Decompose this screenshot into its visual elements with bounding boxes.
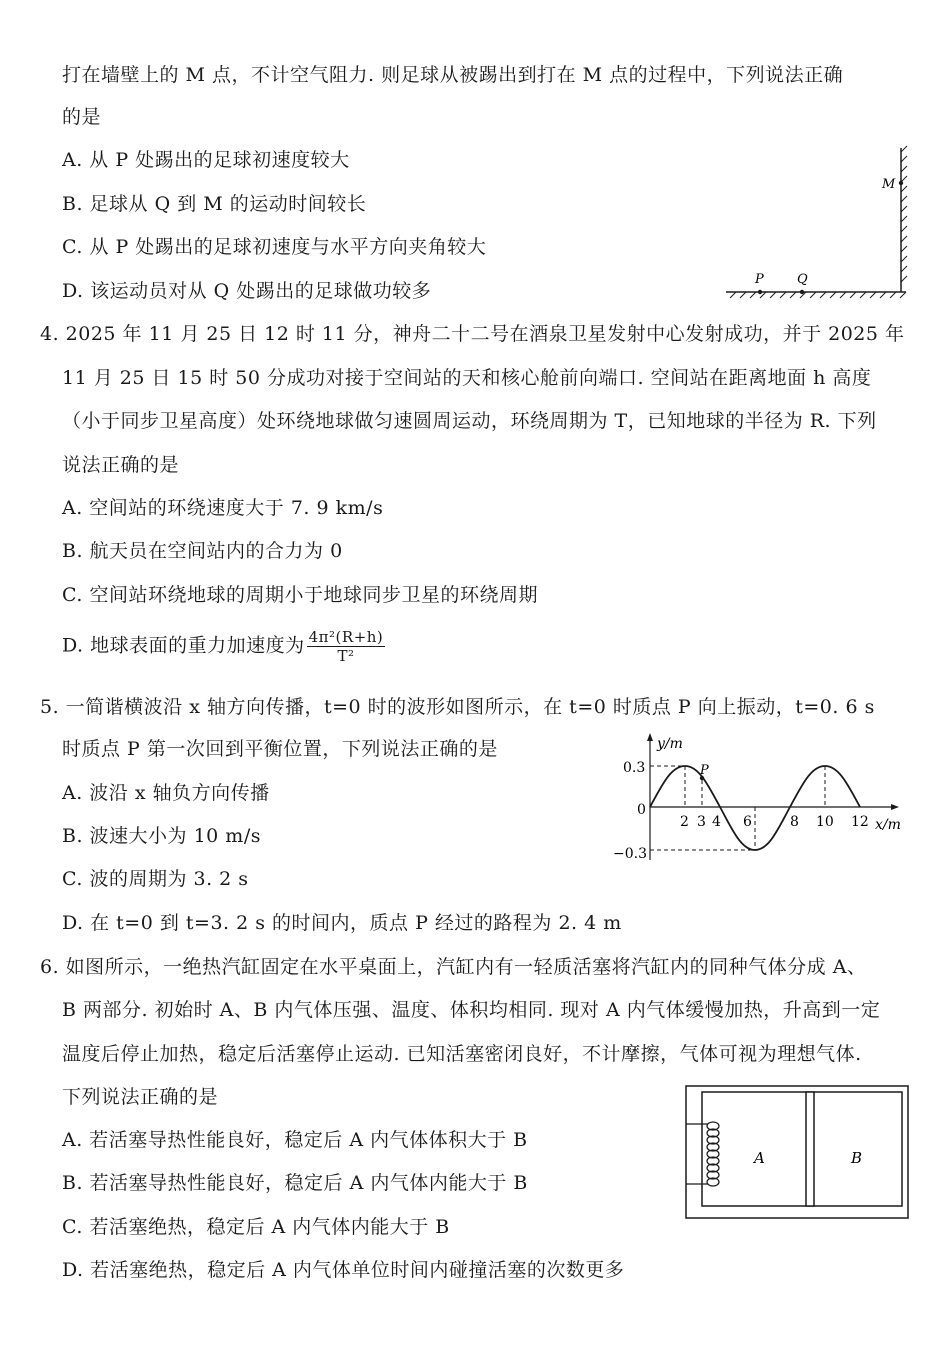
q6-option-d: D. 若活塞绝热，稳定后 A 内气体单位时间内碰撞活塞的次数更多 <box>62 1259 625 1281</box>
point-q-marker <box>800 290 804 294</box>
cylinder-figure <box>680 1080 915 1225</box>
q5-stem-line-1: 5. 一简谐横波沿 x 轴方向传播，t=0 时的波形如图所示，在 t=0 时质点 P 向上振动，t=0. 6 s <box>40 696 875 718</box>
q4-stem-line-2: 11 月 25 日 15 时 50 分成功对接于空间站的天和核心舱前向端口. 空间站在距离地面 h 高度 <box>62 367 872 389</box>
label-p: P <box>755 272 764 287</box>
cylinder-body <box>702 1092 902 1206</box>
q6-stem-line-4: 下列说法正确的是 <box>62 1086 219 1108</box>
q3-stem-line-1: 打在墙壁上的 M 点，不计空气阻力. 则足球从被踢出到打在 M 点的过程中，下列说法正确 <box>62 64 844 86</box>
q3-option-c: C. 从 P 处踢出的足球初速度与水平方向夹角较大 <box>62 236 487 258</box>
point-p-label: P <box>700 763 709 778</box>
q4-stem-line-1: 4. 2025 年 11 月 25 日 12 时 11 分，神舟二十二号在酒泉卫星发射中心发射成功，并于 2025 年 <box>40 323 905 345</box>
q3-stem-line-2: 的是 <box>62 106 102 128</box>
gravity-formula <box>307 628 386 665</box>
q5-option-c: C. 波的周期为 3. 2 s <box>62 868 249 890</box>
q6-stem-line-1: 6. 如图所示，一绝热汽缸固定在水平桌面上，汽缸内有一轻质活塞将汽缸内的同种气体分成 A、 <box>40 956 867 978</box>
q6-stem-line-3: 温度后停止加热，稳定后活塞停止运动. 已知活塞密闭良好，不计摩擦，气体可视为理想气体. <box>62 1043 862 1065</box>
q4-option-d-prefix: D. 地球表面的重力加速度为 <box>62 634 305 657</box>
x-axis-label: x/m <box>875 817 901 833</box>
formula-numerator: 4π²(R+h) <box>308 628 384 646</box>
q4-option-b: B. 航天员在空间站内的合力为 0 <box>62 540 343 562</box>
y-axis-arrow <box>647 733 653 741</box>
q5-option-a: A. 波沿 x 轴负方向传播 <box>62 782 270 804</box>
label-m: M <box>882 177 896 192</box>
outer-frame <box>686 1086 908 1218</box>
piston <box>806 1092 814 1206</box>
wave-graph <box>605 730 915 870</box>
q4-option-d <box>62 628 385 665</box>
chamber-b-label: B <box>851 1149 863 1167</box>
q3-option-a: A. 从 P 处踢出的足球初速度较大 <box>62 149 350 171</box>
q3-wall-figure <box>720 140 920 305</box>
q6-option-b: B. 若活塞导热性能良好，稳定后 A 内气体内能大于 B <box>62 1172 528 1194</box>
x-tick-2: 2 <box>680 814 689 830</box>
q3-option-b: B. 足球从 Q 到 M 的运动时间较长 <box>62 193 367 215</box>
x-tick-4: 4 <box>712 814 721 830</box>
x-tick-8: 8 <box>790 814 799 830</box>
q6-option-a: A. 若活塞导热性能良好，稳定后 A 内气体体积大于 B <box>62 1129 528 1151</box>
q5-option-d: D. 在 t=0 到 t=3. 2 s 的时间内，质点 P 经过的路程为 2. 4 m <box>62 912 622 934</box>
x-tick-10: 10 <box>816 814 834 830</box>
q4-option-c: C. 空间站环绕地球的周期小于地球同步卫星的环绕周期 <box>62 584 538 606</box>
chamber-a-label: A <box>754 1149 765 1167</box>
x-tick-6: 6 <box>743 814 752 830</box>
formula-denominator: T² <box>337 647 355 665</box>
q6-option-c: C. 若活塞绝热，稳定后 A 内气体内能大于 B <box>62 1216 450 1238</box>
y-axis-label: y/m <box>657 736 683 752</box>
q6-stem-line-2: B 两部分. 初始时 A、B 内气体压强、温度、体积均相同. 现对 A 内气体缓慢加热，升高到一定 <box>62 999 881 1021</box>
point-p-marker <box>758 290 762 294</box>
origin-label: 0 <box>637 802 646 818</box>
point-m-marker <box>899 181 903 185</box>
q3-option-d: D. 该运动员对从 Q 处踢出的足球做功较多 <box>62 280 432 302</box>
x-tick-3: 3 <box>697 814 706 830</box>
x-tick-12: 12 <box>851 814 869 830</box>
y-min-label: −0.3 <box>613 846 647 862</box>
x-axis-arrow <box>891 804 899 810</box>
q5-option-b: B. 波速大小为 10 m/s <box>62 825 261 847</box>
q4-option-a: A. 空间站的环绕速度大于 7. 9 km/s <box>62 497 384 519</box>
y-max-label: 0.3 <box>623 760 646 776</box>
label-q: Q <box>797 272 808 287</box>
q4-stem-line-3: （小于同步卫星高度）处环绕地球做匀速圆周运动，环绕周期为 T，已知地球的半径为 R. 下列 <box>62 410 877 432</box>
q4-stem-line-4: 说法正确的是 <box>62 454 180 476</box>
q5-stem-line-2: 时质点 P 第一次回到平衡位置，下列说法正确的是 <box>62 738 498 760</box>
